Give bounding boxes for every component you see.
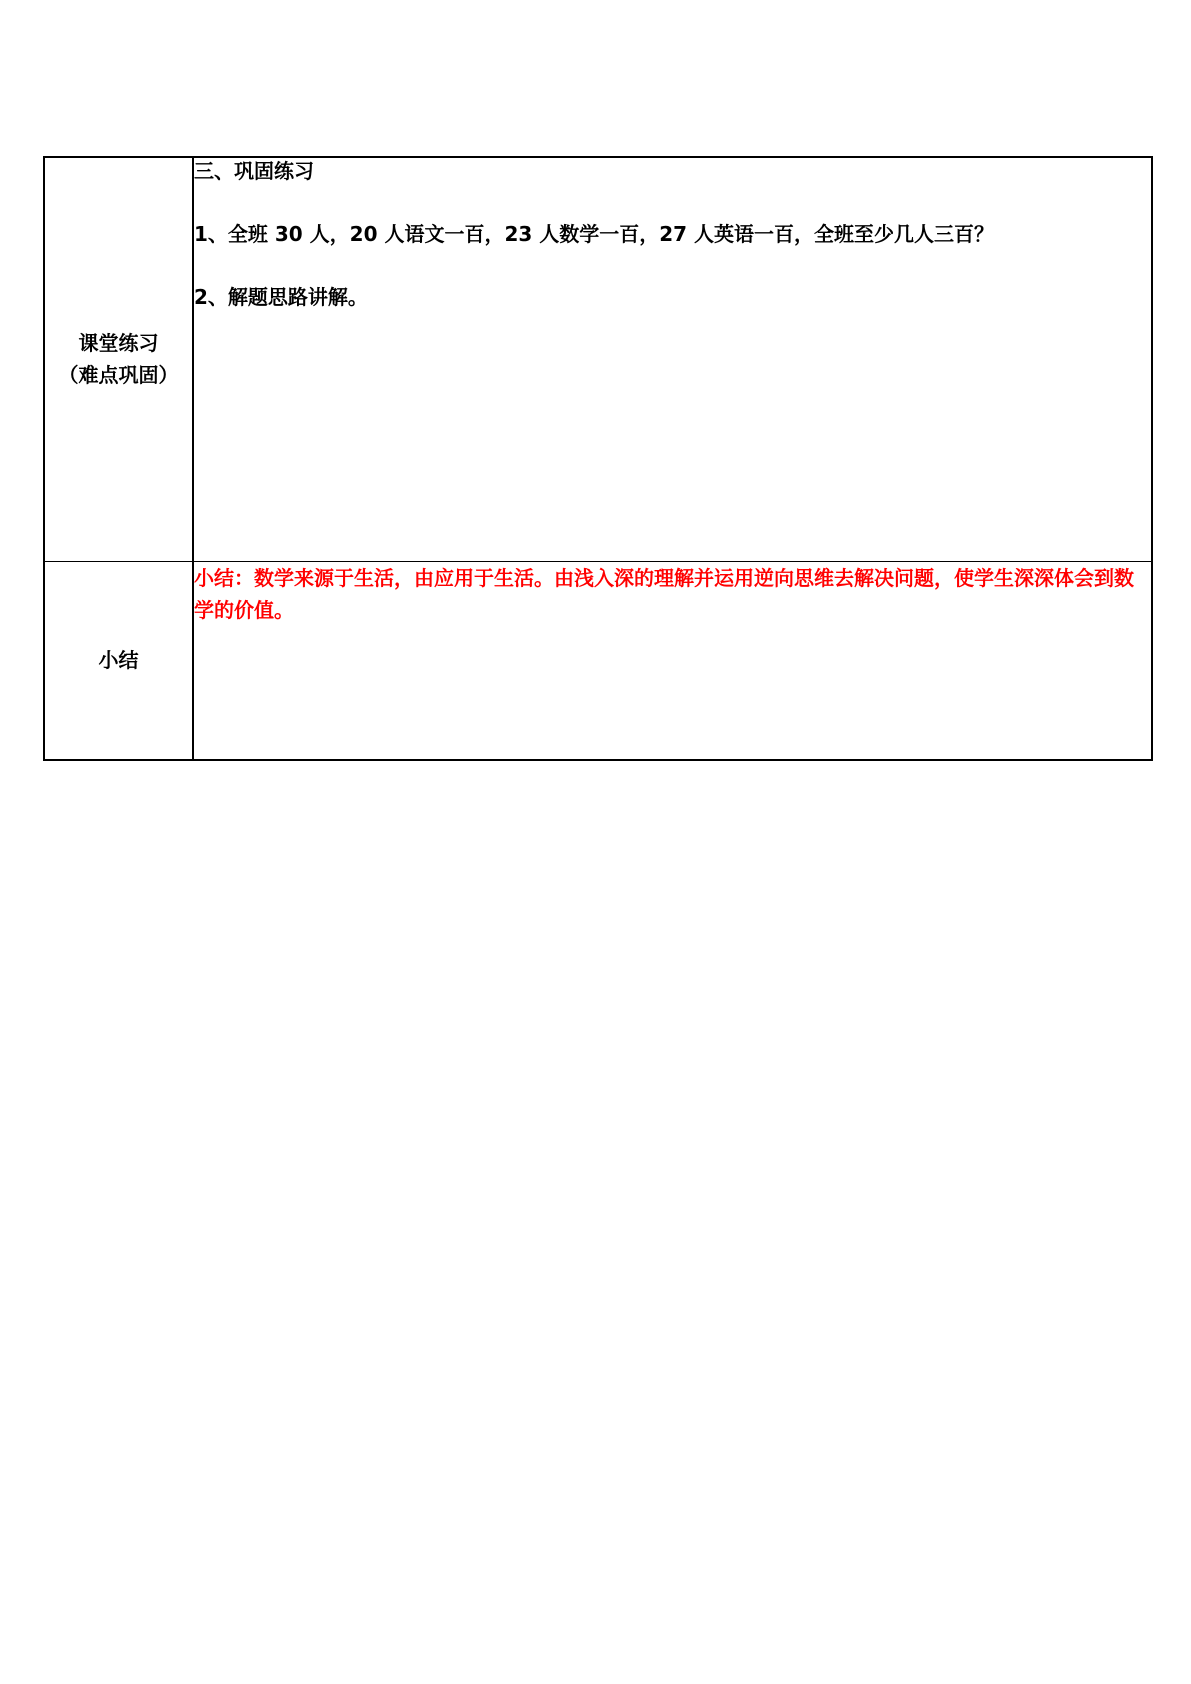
practice-item-2: 2、解题思路讲解。 bbox=[194, 285, 368, 309]
practice-label-line1: 课堂练习 bbox=[78, 331, 159, 356]
summary-label: 小结 bbox=[98, 648, 139, 673]
practice-row bbox=[44, 157, 1152, 561]
practice-label-line2: （难点巩固） bbox=[58, 363, 179, 388]
summary-content-cell bbox=[193, 561, 1152, 760]
practice-item-1: 1、全班 30 人，20 人语文一百，23 人数学一百，27 人英语一百，全班至少几人三百？ bbox=[194, 222, 995, 246]
practice-content-cell bbox=[193, 157, 1152, 561]
lesson-plan-table bbox=[43, 156, 1153, 761]
summary-label-cell bbox=[44, 561, 193, 760]
summary-row bbox=[44, 561, 1152, 760]
practice-heading: 三、巩固练习 bbox=[194, 159, 314, 183]
summary-text: 小结：数学来源于生活，由应用于生活。由浅入深的理解并运用逆向思维去解决问题，使学生深深体会到数学的价值。 bbox=[194, 565, 1134, 622]
practice-label-cell bbox=[44, 157, 193, 561]
